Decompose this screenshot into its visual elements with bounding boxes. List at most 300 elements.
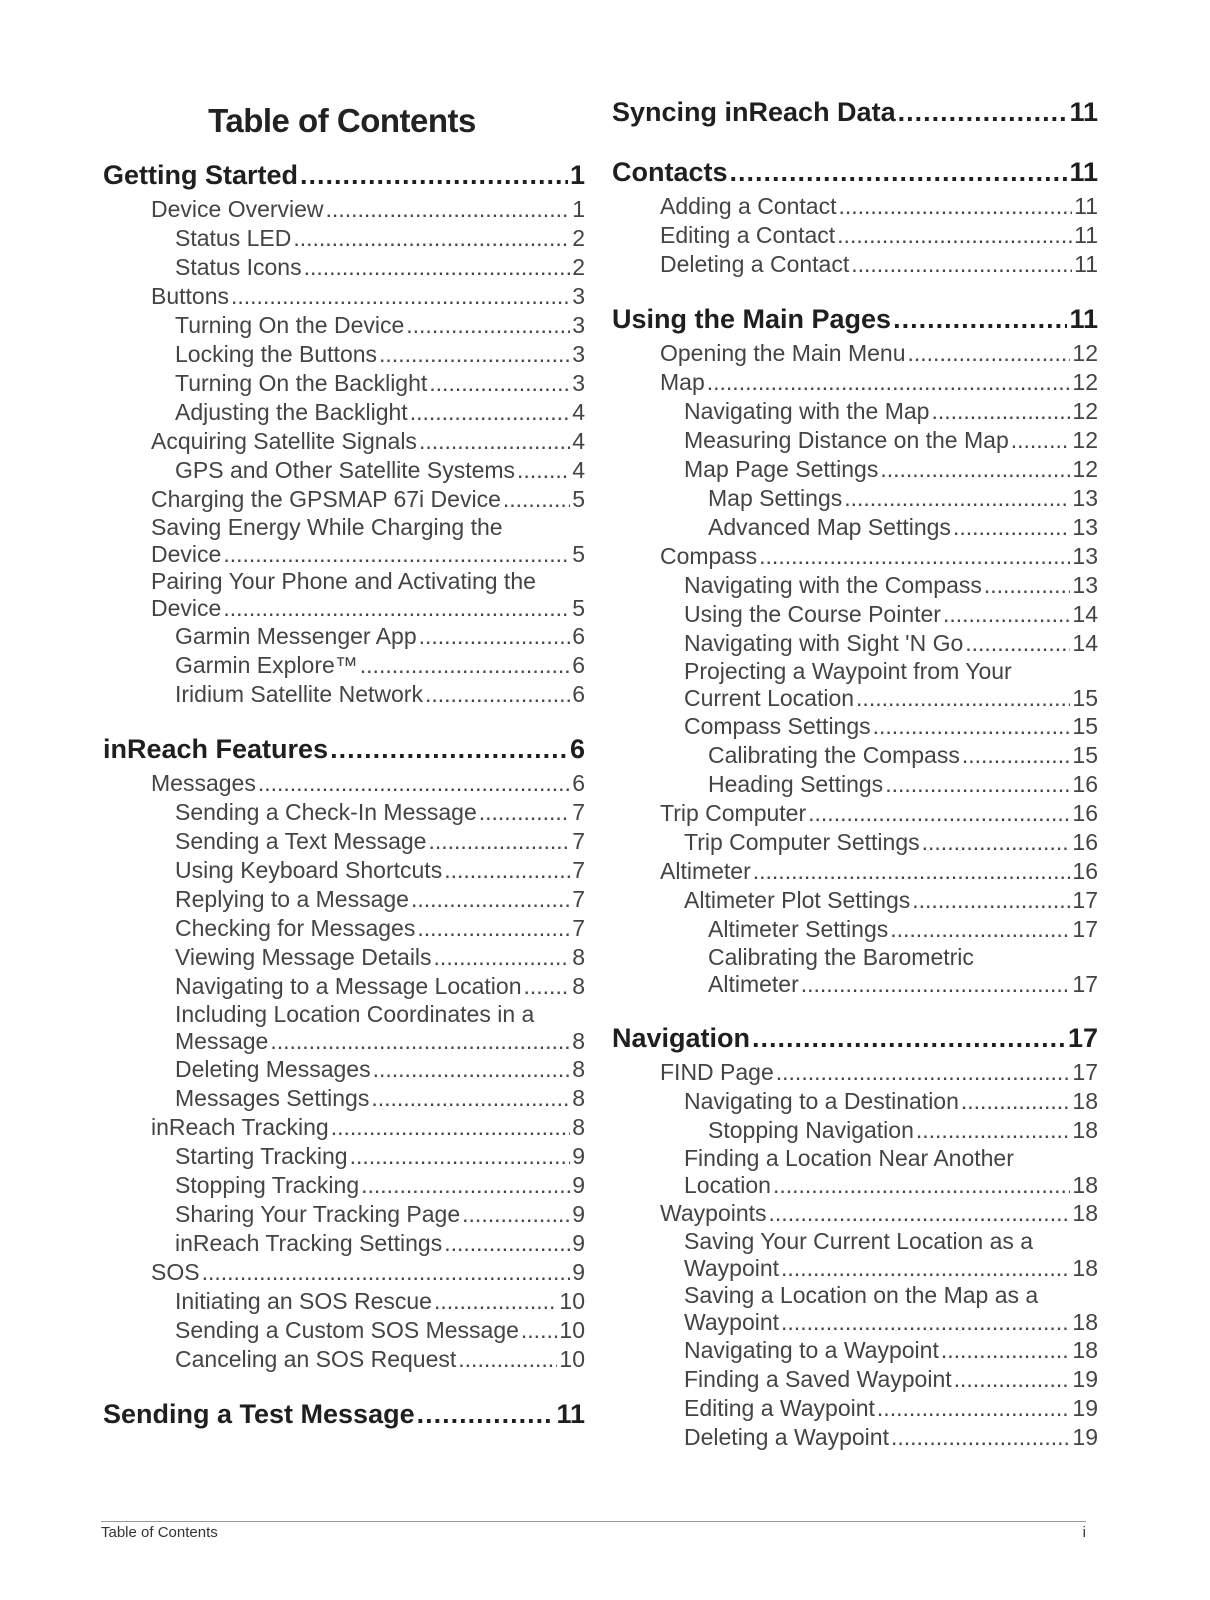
toc-entry-title: Projecting a Waypoint from Your <box>684 658 1012 684</box>
toc-entry[interactable] <box>612 250 1098 279</box>
dot-leader <box>331 1113 571 1142</box>
toc-entry[interactable] <box>103 195 585 224</box>
dot-leader <box>893 299 1067 339</box>
toc-page-number: 19 <box>1072 1424 1098 1450</box>
toc-entry-title: Acquiring Satellite Signals <box>151 428 417 454</box>
toc-entry-title: Map Page Settings <box>684 456 879 482</box>
toc-entry-title: Iridium Satellite Network <box>175 681 423 707</box>
dot-leader <box>379 340 570 369</box>
toc-section-heading[interactable] <box>103 155 585 195</box>
toc-entry[interactable] <box>612 1423 1098 1452</box>
dot-leader <box>922 828 1071 857</box>
toc-entry[interactable] <box>103 1229 585 1258</box>
footer-page-number: i <box>1082 1524 1086 1541</box>
toc-entry[interactable] <box>612 629 1098 658</box>
toc-entry[interactable] <box>612 828 1098 857</box>
toc-entry-title: Contacts <box>612 157 728 187</box>
toc-entry[interactable] <box>103 1084 585 1113</box>
dot-leader <box>373 1055 571 1084</box>
toc-page-number: 11 <box>1074 251 1098 277</box>
toc-entry-title: Pairing Your Phone and Activating the <box>151 568 536 594</box>
dot-leader <box>444 856 570 885</box>
dot-leader <box>270 1028 570 1055</box>
toc-page-number: 18 <box>1072 1172 1098 1198</box>
toc-page-number: 6 <box>572 681 585 707</box>
toc-entry-title: Waypoints <box>660 1200 767 1226</box>
toc-entry-title: Calibrating the Barometric <box>708 944 974 970</box>
toc-page-number: 7 <box>572 886 585 912</box>
toc-page-number: 12 <box>1072 369 1098 395</box>
toc-entry[interactable] <box>103 680 585 709</box>
toc-page-number: 11 <box>1074 193 1098 219</box>
toc-entry-title-continued: Altimeter <box>708 971 799 997</box>
toc-entry-title: Sending a Check-In Message <box>175 799 477 825</box>
toc-entry[interactable] <box>103 514 585 568</box>
toc-entry[interactable] <box>103 827 585 856</box>
toc-page-number: 13 <box>1072 572 1098 598</box>
toc-entry-title: Editing a Waypoint <box>684 1395 875 1421</box>
toc-page-number: 8 <box>572 944 585 970</box>
toc-entry[interactable] <box>103 622 585 651</box>
dot-leader <box>293 224 570 253</box>
dot-leader <box>984 571 1071 600</box>
toc-entry-title: Sending a Custom SOS Message <box>175 1317 519 1343</box>
dot-leader <box>258 769 570 798</box>
dot-leader <box>517 456 570 485</box>
toc-page-number: 9 <box>572 1172 585 1198</box>
toc-entry-title: Syncing inReach Data <box>612 97 896 127</box>
toc-entry-title-continued: Device <box>151 595 222 621</box>
dot-leader <box>371 1084 570 1113</box>
toc-page-number: 10 <box>559 1288 585 1314</box>
toc-entry[interactable] <box>612 571 1098 600</box>
toc-entry[interactable] <box>612 886 1098 915</box>
toc-entry-title: FIND Page <box>660 1059 774 1085</box>
toc-entry[interactable] <box>103 427 585 456</box>
toc-entry[interactable] <box>612 770 1098 799</box>
dot-leader <box>304 253 571 282</box>
toc-entry[interactable] <box>103 1345 585 1374</box>
toc-entry-title: Starting Tracking <box>175 1143 348 1169</box>
toc-entry[interactable] <box>103 485 585 514</box>
toc-entry[interactable] <box>612 339 1098 368</box>
toc-entry[interactable] <box>612 1394 1098 1423</box>
toc-entry[interactable] <box>612 221 1098 250</box>
toc-entry-title: Adding a Contact <box>660 193 837 219</box>
footer-section-label: Table of Contents <box>101 1524 218 1541</box>
toc-page-number: 12 <box>1072 340 1098 366</box>
toc-entry-title: Viewing Message Details <box>175 944 432 970</box>
toc-entry[interactable] <box>103 1287 585 1316</box>
toc-entry[interactable] <box>103 1171 585 1200</box>
dot-leader <box>479 798 570 827</box>
toc-entry[interactable] <box>103 1055 585 1084</box>
toc-page-number: 10 <box>559 1346 585 1372</box>
toc-entry[interactable] <box>612 915 1098 944</box>
toc-entry-title: Turning On the Backlight <box>175 370 428 396</box>
toc-entry[interactable] <box>612 799 1098 828</box>
toc-entry[interactable] <box>612 484 1098 513</box>
toc-entry[interactable] <box>612 658 1098 712</box>
toc-page-number: 12 <box>1072 427 1098 453</box>
dot-leader <box>752 1018 1066 1058</box>
toc-page-number: 17 <box>1067 1023 1098 1053</box>
toc-page-number: 15 <box>1072 713 1098 739</box>
toc-entry-title: Sending a Text Message <box>175 828 427 854</box>
toc-section-heading[interactable] <box>103 729 585 769</box>
toc-entry[interactable] <box>103 856 585 885</box>
dot-leader <box>444 1229 570 1258</box>
toc-entry-title: Deleting a Waypoint <box>684 1424 889 1450</box>
toc-entry[interactable] <box>612 192 1098 221</box>
toc-entry[interactable] <box>103 1200 585 1229</box>
toc-entry[interactable] <box>612 741 1098 770</box>
dot-leader <box>1011 426 1071 455</box>
toc-entry-title: inReach Features <box>103 734 329 764</box>
toc-section-heading[interactable] <box>612 92 1098 132</box>
dot-leader <box>425 680 570 709</box>
toc-entry[interactable] <box>612 1116 1098 1145</box>
dot-leader <box>434 1287 557 1316</box>
toc-entry[interactable] <box>103 456 585 485</box>
toc-page-number: 11 <box>1069 157 1098 187</box>
toc-entry-title-continued: Device <box>151 541 222 567</box>
toc-entry-title: Initiating an SOS Rescue <box>175 1288 432 1314</box>
toc-section-heading[interactable] <box>612 152 1098 192</box>
toc-entry[interactable] <box>103 769 585 798</box>
dot-leader <box>781 1255 1070 1282</box>
toc-page-number: 11 <box>1069 97 1098 127</box>
page-title: Table of Contents <box>208 102 476 139</box>
dot-leader <box>943 600 1070 629</box>
toc-entry[interactable] <box>612 1365 1098 1394</box>
toc-entry-title: Turning On the Device <box>175 312 405 338</box>
dot-leader <box>411 885 570 914</box>
dot-leader <box>406 311 570 340</box>
toc-page-number: 13 <box>1072 485 1098 511</box>
toc-entry-title-continued: Waypoint <box>684 1255 780 1281</box>
toc-entry-title: Status LED <box>175 225 292 251</box>
toc-entry[interactable] <box>103 340 585 369</box>
toc-page-number: 5 <box>572 541 585 567</box>
toc-entry[interactable] <box>103 885 585 914</box>
toc-entry[interactable] <box>612 426 1098 455</box>
dot-leader <box>962 741 1071 770</box>
toc-section-heading[interactable] <box>103 1394 585 1434</box>
toc-entry[interactable] <box>612 1228 1098 1282</box>
toc-page-number: 8 <box>572 1056 585 1082</box>
toc-page-number: 9 <box>572 1201 585 1227</box>
dot-leader <box>844 484 1070 513</box>
toc-page-number: 7 <box>572 915 585 941</box>
toc-entry-title: Editing a Contact <box>660 222 836 248</box>
toc-page-number: 3 <box>572 312 585 338</box>
dot-leader <box>838 192 1072 221</box>
toc-entry[interactable] <box>103 1316 585 1345</box>
toc-page-number: 18 <box>1072 1309 1098 1335</box>
dot-leader <box>890 915 1070 944</box>
footer-divider <box>101 1521 1086 1522</box>
toc-page-number: 15 <box>1072 685 1098 711</box>
dot-leader <box>300 155 568 195</box>
toc-page-number: 6 <box>572 770 585 796</box>
toc-entry[interactable] <box>103 798 585 827</box>
toc-left-column <box>103 155 585 1434</box>
toc-page-number: 1 <box>572 196 585 222</box>
toc-entry-title: Canceling an SOS Request <box>175 1346 457 1372</box>
toc-entry-title: Navigating with the Compass <box>684 572 982 598</box>
toc-entry-title: Navigating with the Map <box>684 398 930 424</box>
dot-leader <box>877 1394 1070 1423</box>
toc-entry-title: Saving Your Current Location as a <box>684 1228 1034 1254</box>
toc-entry[interactable] <box>103 224 585 253</box>
toc-page-number: 11 <box>556 1399 585 1429</box>
toc-entry[interactable] <box>612 542 1098 571</box>
dot-leader <box>326 195 571 224</box>
toc-entry-title: Device Overview <box>151 196 324 222</box>
toc-entry-title: Garmin Explore™ <box>175 652 358 678</box>
toc-page-number: 3 <box>572 341 585 367</box>
toc-entry-title: Compass <box>660 543 758 569</box>
toc-entry-title: Calibrating the Compass <box>708 742 960 768</box>
toc-entry-title: Stopping Tracking <box>175 1172 360 1198</box>
toc-entry-title: Using the Course Pointer <box>684 601 941 627</box>
toc-entry-title: Checking for Messages <box>175 915 416 941</box>
toc-entry[interactable] <box>103 1142 585 1171</box>
toc-entry-title: Charging the GPSMAP 67i Device <box>151 486 501 512</box>
toc-entry-title: Altimeter Settings <box>708 916 889 942</box>
toc-entry[interactable] <box>612 1058 1098 1087</box>
dot-leader <box>898 92 1068 132</box>
toc-page-number: 2 <box>572 225 585 251</box>
toc-page-number: 17 <box>1072 1059 1098 1085</box>
toc-page-number: 7 <box>572 857 585 883</box>
toc-entry[interactable] <box>612 513 1098 542</box>
dot-leader <box>961 1087 1071 1116</box>
toc-entry-title: Getting Started <box>103 160 299 190</box>
toc-section-heading[interactable] <box>612 299 1098 339</box>
dot-leader <box>350 1142 571 1171</box>
toc-entry-title: Altimeter <box>660 858 751 884</box>
toc-entry-title: Map <box>660 369 705 395</box>
dot-leader <box>417 914 570 943</box>
dot-leader <box>521 1316 558 1345</box>
toc-entry-title-continued: Location <box>684 1172 771 1198</box>
dot-leader <box>801 971 1071 998</box>
toc-page-number: 5 <box>572 486 585 512</box>
toc-entry-title-continued: Current Location <box>684 685 855 711</box>
toc-page-number: 14 <box>1072 601 1098 627</box>
toc-page-number: 11 <box>1069 304 1098 334</box>
toc-entry-title: Messages <box>151 770 256 796</box>
dot-leader <box>524 972 571 1001</box>
toc-entry[interactable] <box>612 397 1098 426</box>
dot-leader <box>429 369 570 398</box>
toc-page-number: 9 <box>572 1230 585 1256</box>
toc-entry[interactable] <box>103 914 585 943</box>
toc-page-number: 12 <box>1072 456 1098 482</box>
toc-page-number: 7 <box>572 828 585 854</box>
toc-entry-title: Altimeter Plot Settings <box>684 887 911 913</box>
toc-entry[interactable] <box>612 944 1098 998</box>
toc-entry-title: Saving Energy While Charging the <box>151 514 503 540</box>
toc-entry[interactable] <box>103 943 585 972</box>
toc-page-number: 15 <box>1072 742 1098 768</box>
dot-leader <box>954 1365 1071 1394</box>
toc-entry[interactable] <box>612 600 1098 629</box>
toc-entry[interactable] <box>612 1336 1098 1365</box>
toc-entry-title: Messages Settings <box>175 1085 370 1111</box>
toc-page-number: 17 <box>1072 916 1098 942</box>
toc-entry[interactable] <box>103 398 585 427</box>
dot-leader <box>769 1199 1071 1228</box>
toc-page-number: 6 <box>569 734 585 764</box>
dot-leader <box>908 339 1071 368</box>
dot-leader <box>434 943 571 972</box>
toc-entry-title: Finding a Location Near Another <box>684 1145 1014 1171</box>
dot-leader <box>462 1200 570 1229</box>
toc-page-number: 8 <box>572 1085 585 1111</box>
toc-page-number: 11 <box>1074 222 1098 248</box>
dot-leader <box>428 827 570 856</box>
toc-entry-title: Trip Computer Settings <box>684 829 920 855</box>
dot-leader <box>360 651 570 680</box>
toc-entry-title: Navigating to a Waypoint <box>684 1337 939 1363</box>
toc-page-number: 18 <box>1072 1337 1098 1363</box>
toc-page-number: 4 <box>572 399 585 425</box>
dot-leader <box>808 799 1070 828</box>
toc-entry-title: inReach Tracking <box>151 1114 329 1140</box>
toc-entry[interactable] <box>612 455 1098 484</box>
dot-leader <box>730 152 1068 192</box>
toc-entry[interactable] <box>103 369 585 398</box>
toc-entry-title: Finding a Saved Waypoint <box>684 1366 952 1392</box>
toc-page-number: 17 <box>1072 971 1098 997</box>
toc-entry[interactable] <box>612 368 1098 397</box>
toc-entry-title: Including Location Coordinates in a <box>175 1001 535 1027</box>
toc-page-number: 18 <box>1072 1255 1098 1281</box>
dot-leader <box>916 1116 1071 1145</box>
dot-leader <box>361 1171 570 1200</box>
toc-entry-title: Opening the Main Menu <box>660 340 906 366</box>
dot-leader <box>759 542 1070 571</box>
dot-leader <box>231 282 570 311</box>
toc-entry[interactable] <box>103 972 585 1001</box>
dot-leader <box>873 712 1071 741</box>
toc-page-number: 9 <box>572 1143 585 1169</box>
toc-page-number: 3 <box>572 283 585 309</box>
dot-leader <box>891 1423 1070 1452</box>
toc-entry-title: Advanced Map Settings <box>708 514 951 540</box>
toc-page-number: 6 <box>572 623 585 649</box>
toc-entry-title-continued: Message <box>175 1028 269 1054</box>
toc-entry-title: Heading Settings <box>708 771 884 797</box>
toc-entry[interactable] <box>103 282 585 311</box>
toc-entry-title: Status Icons <box>175 254 302 280</box>
toc-entry-title: Deleting Messages <box>175 1056 371 1082</box>
toc-page-number: 16 <box>1072 800 1098 826</box>
toc-page-number: 2 <box>572 254 585 280</box>
dot-leader <box>773 1172 1070 1199</box>
toc-entry-title-continued: Waypoint <box>684 1309 780 1335</box>
toc-page-number: 13 <box>1072 543 1098 569</box>
dot-leader <box>419 622 571 651</box>
toc-entry[interactable] <box>103 311 585 340</box>
toc-page-number: 7 <box>572 799 585 825</box>
toc-entry-title: Garmin Messenger App <box>175 623 417 649</box>
toc-entry[interactable] <box>612 1145 1098 1199</box>
toc-entry[interactable] <box>103 651 585 680</box>
dot-leader <box>941 1336 1071 1365</box>
toc-entry-title: Replying to a Message <box>175 886 409 912</box>
dot-leader <box>776 1058 1071 1087</box>
dot-leader <box>410 398 571 427</box>
toc-entry-title: Deleting a Contact <box>660 251 850 277</box>
toc-page-number: 19 <box>1072 1366 1098 1392</box>
toc-page-number: 14 <box>1072 630 1098 656</box>
dot-leader <box>856 685 1070 712</box>
toc-entry-title: Navigation <box>612 1023 751 1053</box>
dot-leader <box>965 629 1070 658</box>
toc-page-number: 1 <box>569 160 585 190</box>
toc-entry[interactable] <box>612 1087 1098 1116</box>
toc-entry[interactable] <box>103 568 585 622</box>
toc-entry-title: Trip Computer <box>660 800 807 826</box>
toc-page-number: 16 <box>1072 829 1098 855</box>
toc-page-number: 8 <box>572 973 585 999</box>
dot-leader <box>885 770 1070 799</box>
toc-entry[interactable] <box>103 1113 585 1142</box>
toc-page-number: 13 <box>1072 514 1098 540</box>
dot-leader <box>837 221 1072 250</box>
toc-entry[interactable] <box>612 1282 1098 1336</box>
toc-entry-title: inReach Tracking Settings <box>175 1230 443 1256</box>
toc-page-number: 16 <box>1072 858 1098 884</box>
toc-right-column <box>612 92 1098 1452</box>
dot-leader <box>931 397 1070 426</box>
toc-entry[interactable] <box>612 712 1098 741</box>
toc-entry-title: Adjusting the Backlight <box>175 399 408 425</box>
toc-entry-title: Using the Main Pages <box>612 304 892 334</box>
toc-entry[interactable] <box>103 1258 585 1287</box>
dot-leader <box>707 368 1071 397</box>
dot-leader <box>330 729 568 769</box>
toc-entry-title: SOS <box>151 1259 200 1285</box>
toc-entry-title: Locking the Buttons <box>175 341 378 367</box>
toc-entry[interactable] <box>612 1199 1098 1228</box>
toc-entry[interactable] <box>103 1001 585 1055</box>
toc-page-number: 3 <box>572 370 585 396</box>
toc-page-number: 12 <box>1072 398 1098 424</box>
toc-entry-title: Navigating to a Message Location <box>175 973 522 999</box>
toc-entry-title: Sharing Your Tracking Page <box>175 1201 461 1227</box>
dot-leader <box>912 886 1070 915</box>
toc-entry-title: Compass Settings <box>684 713 871 739</box>
toc-page-number: 4 <box>572 457 585 483</box>
toc-entry[interactable] <box>103 253 585 282</box>
dot-leader <box>880 455 1070 484</box>
dot-leader <box>223 541 570 568</box>
toc-section-heading[interactable] <box>612 1018 1098 1058</box>
toc-entry[interactable] <box>612 857 1098 886</box>
toc-entry-title: Saving a Location on the Map as a <box>684 1282 1039 1308</box>
toc-entry-title: Buttons <box>151 283 229 309</box>
toc-page-number: 9 <box>572 1259 585 1285</box>
toc-page-number: 4 <box>572 428 585 454</box>
toc-page-number: 17 <box>1072 887 1098 913</box>
toc-page-number: 16 <box>1072 771 1098 797</box>
dot-leader <box>851 250 1072 279</box>
